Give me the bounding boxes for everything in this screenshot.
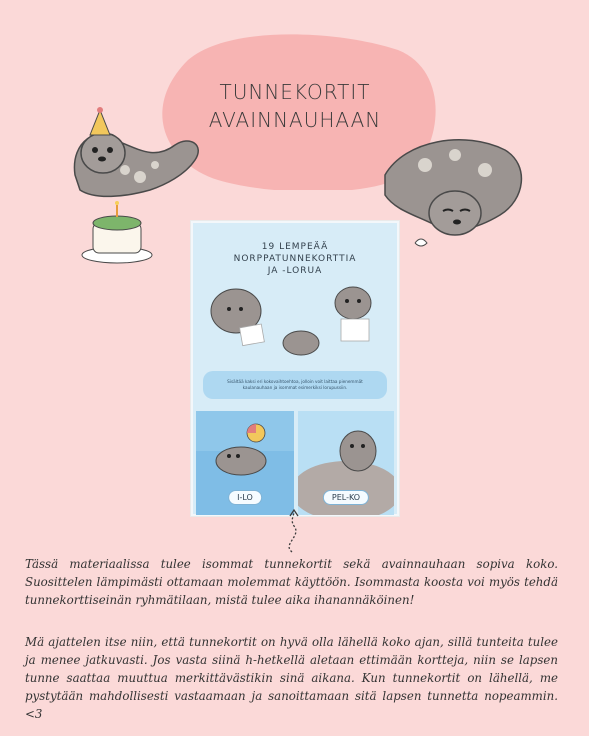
poster-title <box>191 241 399 277</box>
poster-title-line-1: 19 LEMPEÄÄ <box>261 242 329 252</box>
poster-title-line-2: NORPPATUNNEKORTTIA <box>233 254 357 264</box>
title-line-2: AVAINNAUHAAN <box>208 108 382 132</box>
intro-paragraph: Tässä materiaalissa tulee isommat tunnekortit sekä avainnauhaan sopiva koko. Suosittelen lämpimästi ottamaan molemmat käyttöön. Isommasta koosta voi myös tehdä tunnekorttiseinän ryhmätilaan, mistä tulee aika ihanannäköinen! <box>25 557 558 607</box>
dotted-arrow-icon <box>280 508 310 556</box>
poster-seals-illustration <box>201 281 389 371</box>
poster-label-fear: PEL-KO <box>323 490 369 505</box>
poster-panel-joy <box>196 411 294 515</box>
product-poster <box>190 220 400 517</box>
poster-panel-fear <box>298 411 394 515</box>
poster-note: Sisältää kaksi eri kokovaihtoehtoa, jolloin voit laittaa pienemmät kaulanauhaan ja isommat esimerkiksi lorupussiin. <box>203 371 387 399</box>
explanation-paragraph: Mä ajattelen itse niin, että tunnekortit on hyvä olla lähellä koko ajan, sillä tunteita tulee ja menee jatkuvasti. Jos vasta siinä h-hetkellä aletaan ettimään kortteja, niin se lapsen tunne saattaa muuttua merkittävästikin sinä aikana. Kun tunnekortit on lähellä, me pystytään mahdollisesti vastaamaan ja sanoittamaan sitä lapsen tunnetta nopeammin. <3 <box>25 635 558 721</box>
poster-title-line-3: JA -LORUA <box>267 266 323 276</box>
poster-label-joy: I-LO <box>228 490 262 505</box>
title-line-1: TUNNEKORTIT <box>219 80 371 104</box>
